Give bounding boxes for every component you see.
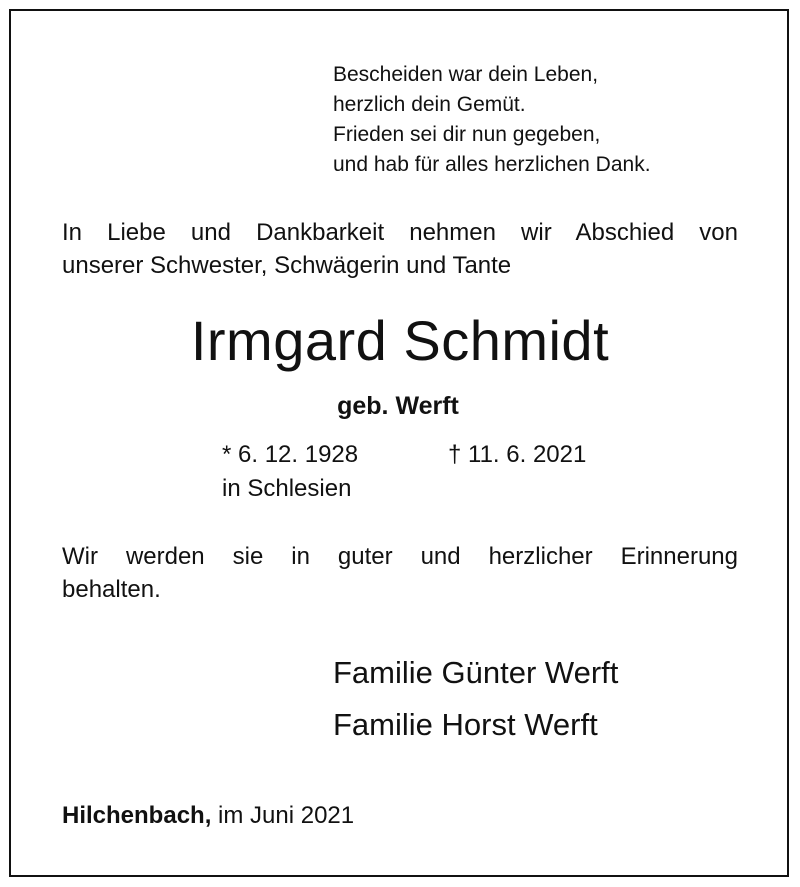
poem-line: und hab für alles herzlichen Dank. <box>333 153 651 176</box>
mourning-families <box>333 647 618 751</box>
birth-info <box>222 438 358 506</box>
place-city: Hilchenbach, <box>62 802 212 829</box>
poem-line: Bescheiden war dein Leben, <box>333 63 599 86</box>
birth-date: * 6. 12. 1928 <box>222 441 359 468</box>
place-date: im Juni 2021 <box>218 802 355 829</box>
poem-line: Frieden sei dir nun gegeben, <box>333 123 601 146</box>
maiden-name: geb. Werft <box>337 392 459 420</box>
poem-verse <box>333 60 651 180</box>
memory-statement <box>62 540 738 606</box>
family-name: Familie Günter Werft <box>333 655 619 690</box>
deceased-name: Irmgard Schmidt <box>190 309 610 372</box>
memory-line: Wir werden sie in guter und herzlicher Erinnerung <box>62 543 738 570</box>
family-name: Familie Horst Werft <box>333 707 598 742</box>
farewell-intro <box>62 216 738 282</box>
intro-line: In Liebe und Dankbarkeit nehmen wir Abschied von <box>62 219 738 246</box>
death-date: † 11. 6. 2021 <box>448 441 587 468</box>
place-and-date <box>62 799 354 833</box>
poem-line: herzlich dein Gemüt. <box>333 93 526 116</box>
memory-line: behalten. <box>62 576 161 603</box>
birth-place: in Schlesien <box>222 475 352 502</box>
intro-line: unserer Schwester, Schwägerin und Tante <box>62 252 512 279</box>
